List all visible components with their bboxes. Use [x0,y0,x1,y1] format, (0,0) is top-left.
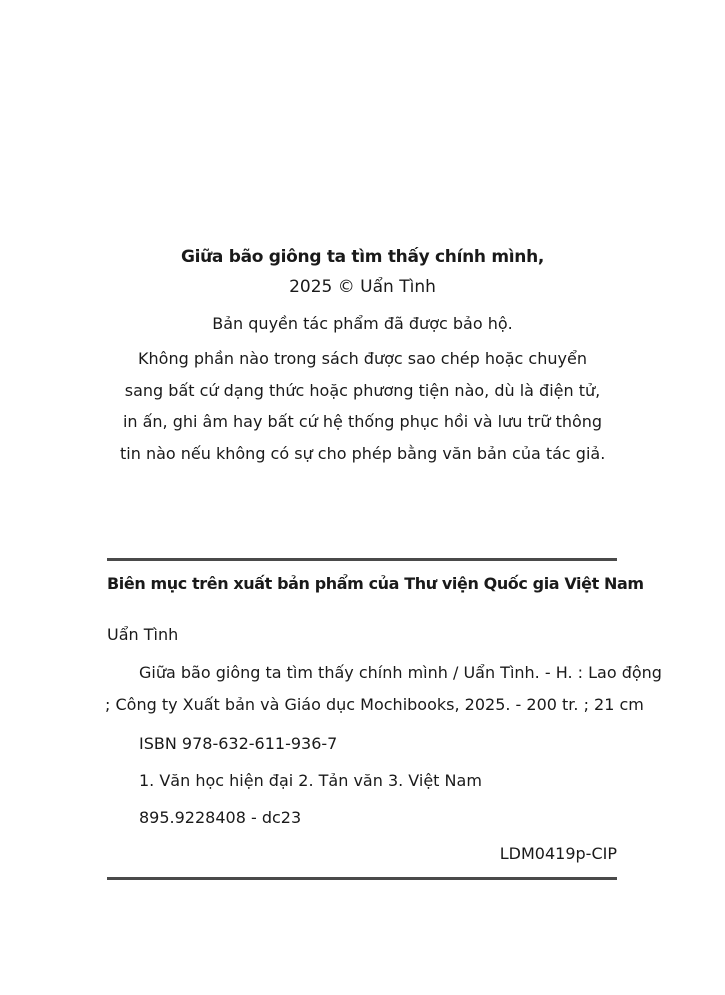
copyright-section [0,244,725,469]
cip-heading: Biên mục trên xuất bản phẩm của Thư viện Quốc gia Việt Nam [107,574,644,593]
copyright-notice-line: sang bất cứ dạng thức hoặc phương tiện nào, dù là điện tử, [124,380,601,400]
book-title: Giữa bão giông ta tìm thấy chính mình, [180,247,545,267]
cip-description [105,657,662,721]
copyright-year-author: 2025 © Uẩn Tình [289,277,436,297]
copyright-notice-line: Không phần nào trong sách được sao chép hoặc chuyển [138,349,587,368]
copyright-notice-line: tin nào nếu không có sự cho phép bằng văn bản của tác giả. [120,443,606,463]
bottom-divider [107,877,617,880]
cip-section [105,570,662,868]
cip-author: Uẩn Tình [107,625,179,644]
copyright-notice [0,343,725,469]
cip-isbn: ISBN 978-632-611-936-7 [139,734,338,753]
top-divider [107,558,617,561]
cip-code: LDM0419p-CIP [499,844,617,863]
cip-classification: 895.9228408 - dc23 [139,808,302,827]
cip-description-line: ; Công ty Xuất bản và Giáo dục Mochibooks, 2025. - 200 tr. ; 21 cm [105,695,644,714]
cip-description-line: Giữa bão giông ta tìm thấy chính mình / Uẩn Tình. - H. : Lao động [139,663,662,682]
copyright-notice-line: in ấn, ghi âm hay bất cứ hệ thống phục hồi và lưu trữ thông [122,412,603,431]
rights-reserved: Bản quyền tác phẩm đã được bảo hộ. [212,314,513,333]
cip-subjects: 1. Văn học hiện đại 2. Tản văn 3. Việt Nam [139,771,482,790]
